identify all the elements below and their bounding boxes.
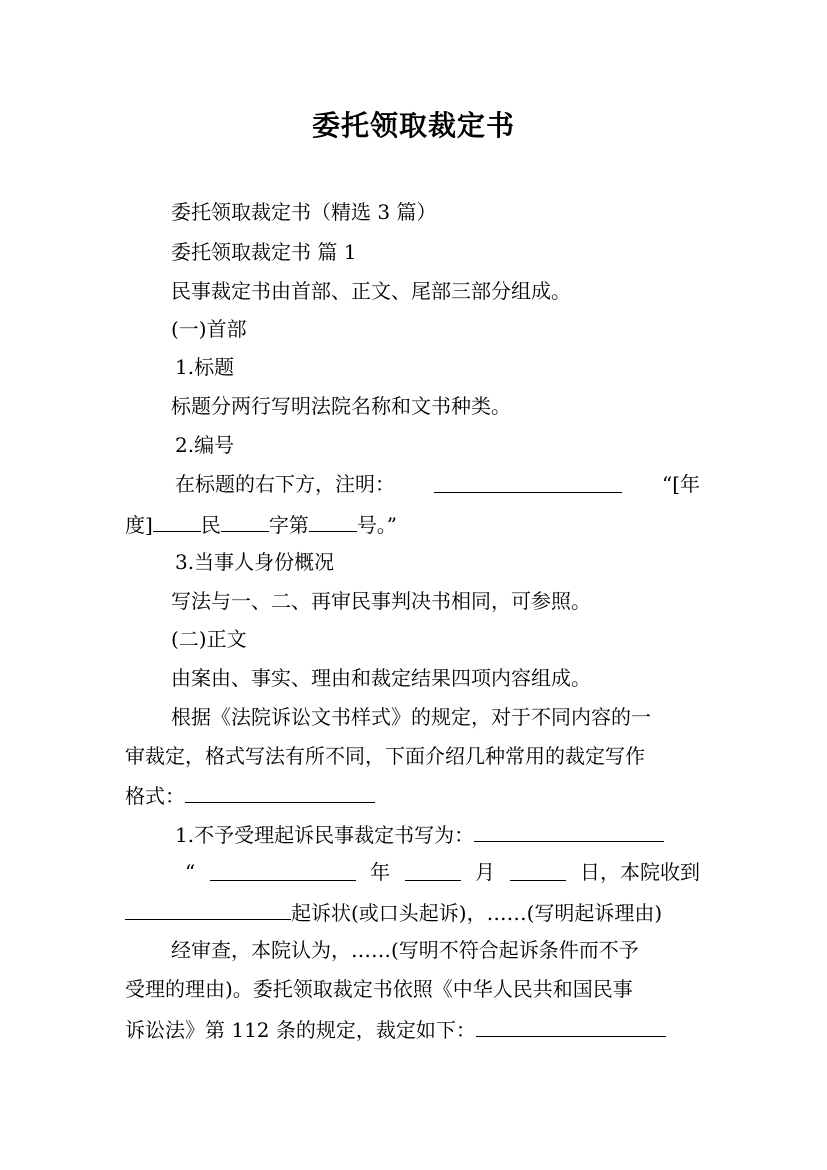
paragraph-justified	[175, 474, 700, 494]
paragraph: 标题分两行写明法院名称和文书种类。	[171, 394, 511, 418]
text-segment: “[年	[661, 472, 700, 496]
blank-underline	[125, 901, 291, 920]
text-segment: 日，本院收到	[579, 860, 700, 884]
paragraph: 写法与一、二、再审民事判决书相同，可参照。	[171, 589, 591, 613]
paragraph-continued: 审裁定，格式写法有所不同，下面介绍几种常用的裁定写作	[125, 744, 645, 768]
subtitle-line: 委托领取裁定书（精选 3 篇）	[171, 200, 437, 224]
item-heading	[175, 823, 664, 845]
section-heading: 委托领取裁定书 篇 1	[171, 240, 357, 264]
item-heading: 2.编号	[175, 433, 235, 457]
text-segment: 月	[475, 860, 496, 884]
paragraph: 经审查，本院认为，……(写明不符合起诉条件而不予	[171, 938, 639, 962]
text-segment: 度]	[125, 513, 153, 537]
paragraph-continued	[125, 784, 375, 806]
blank-underline	[476, 1018, 666, 1037]
text-segment: 年	[370, 860, 391, 884]
text-segment: 诉讼法》第 112 条的规定，裁定如下：	[125, 1018, 476, 1042]
paragraph: 民事裁定书由首部、正文、尾部三部分组成。	[171, 279, 571, 303]
paragraph-continued	[125, 901, 662, 923]
paragraph-continued	[125, 1018, 666, 1040]
blank-underline	[405, 862, 461, 881]
blank-underline	[221, 513, 269, 532]
blank-underline	[434, 474, 622, 493]
text-segment: 号。”	[356, 513, 398, 537]
text-segment: 字第	[268, 513, 309, 537]
text-segment: 格式：	[125, 784, 185, 808]
blank-underline	[510, 862, 566, 881]
blank-underline	[153, 513, 201, 532]
text-segment: “	[185, 860, 196, 884]
blank-underline	[474, 823, 664, 842]
text-segment: 1.不予受理起诉民事裁定书写为：	[175, 823, 475, 847]
paragraph-continued: 受理的理由)。委托领取裁定书依照《中华人民共和国民事	[125, 977, 633, 1001]
subsection-heading: (二)正文	[171, 627, 247, 651]
paragraph-justified	[185, 862, 700, 882]
blank-underline	[185, 784, 375, 803]
item-heading: 3.当事人身份概况	[175, 550, 335, 574]
document-title: 委托领取裁定书	[311, 109, 515, 142]
subsection-heading: (一)首部	[171, 317, 247, 341]
item-heading: 1.标题	[175, 355, 235, 379]
text-segment: 在标题的右下方，注明：	[175, 472, 395, 496]
paragraph-continued	[125, 513, 397, 535]
text-segment: 民	[200, 513, 221, 537]
blank-underline	[309, 513, 357, 532]
blank-underline	[210, 862, 356, 881]
text-segment: 起诉状(或口头起诉)，……(写明起诉理由)	[291, 901, 663, 925]
paragraph: 由案由、事实、理由和裁定结果四项内容组成。	[171, 666, 591, 690]
paragraph: 根据《法院诉讼文书样式》的规定，对于不同内容的一	[171, 705, 651, 729]
